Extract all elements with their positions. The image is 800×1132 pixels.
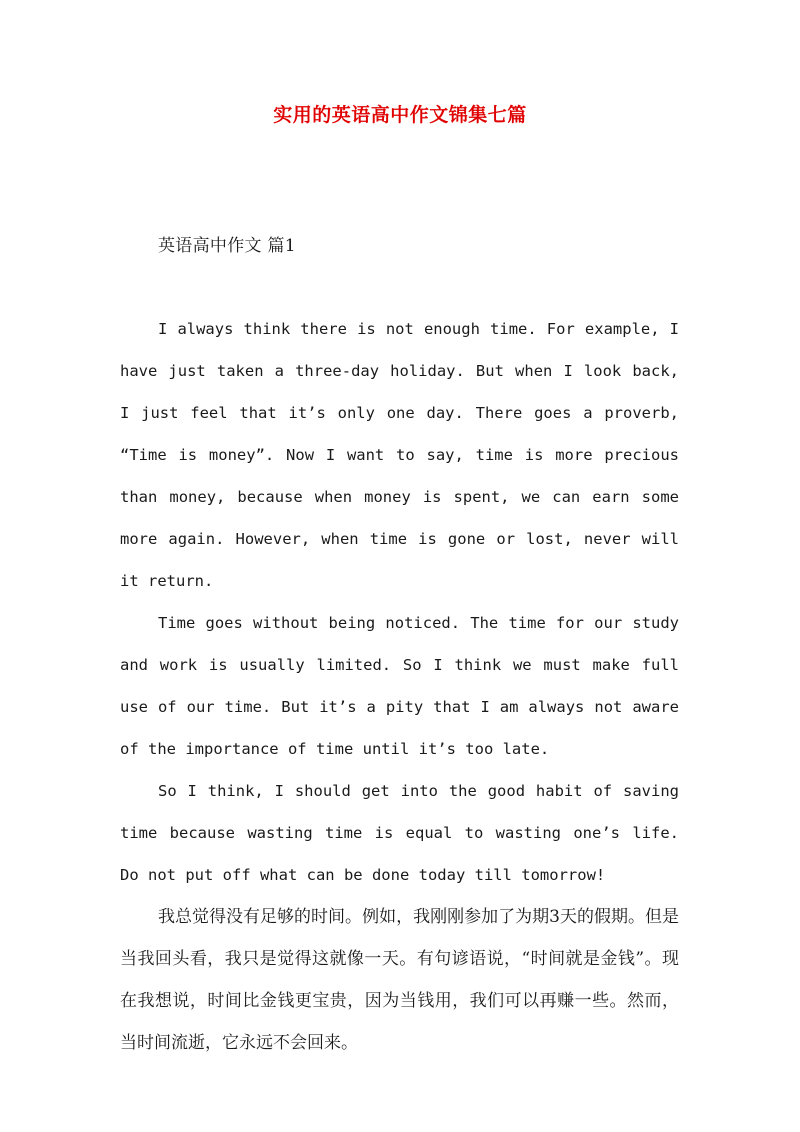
- paragraph-2: Time goes without being noticed. The time for our study and work is usually limited. So I think we must make full use of our time. But it’s a pity that I am always not aware of the importance of time until it’s too late.: [120, 614, 679, 758]
- paragraph-1: I always think there is not enough time. For example, I have just taken a three-day holiday. But when I look back, I just feel that it’s only one day. There goes a proverb, “Time is money”. Now I want to say, time is more precious than money, because when money is spent, we can earn some more again. However, when time is gone or lost, never will it return.: [120, 320, 679, 590]
- document-body: [120, 308, 679, 1064]
- document-title: 实用的英语高中作文锦集七篇: [273, 104, 527, 126]
- paragraph-3: So I think, I should get into the good habit of saving time because wasting time is equal to wasting one’s life. Do not put off what can be done today till tomorrow!: [120, 782, 679, 884]
- paragraph-4-chinese: 我总觉得没有足够的时间。例如，我刚刚参加了为期3天的假期。但是当我回头看，我只是觉得这就像一天。有句谚语说，“时间就是金钱”。现在我想说，时间比金钱更宝贵，因为当钱用，我们可以再赚一些。然而，当时间流逝，它永远不会回来。: [120, 907, 679, 1053]
- section-heading: 英语高中作文 篇1: [158, 236, 296, 256]
